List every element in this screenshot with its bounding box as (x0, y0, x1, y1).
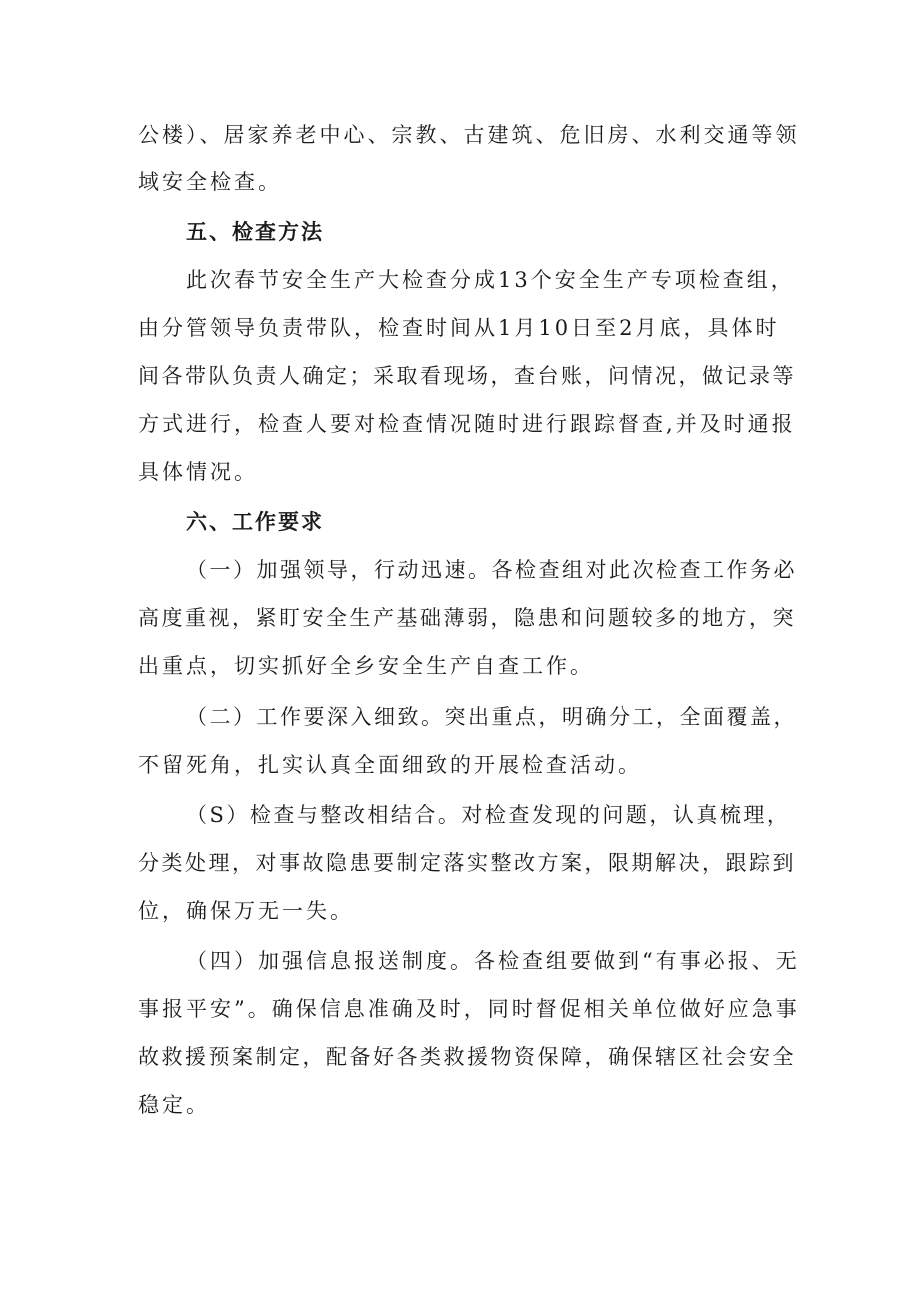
paragraph-line: （一）加强领导，行动迅速。各检查组对此次检查工作务必 (186, 558, 797, 582)
paragraph-line: （四）加强信息报送制度。各检查组要做到“有事必报、无 (186, 949, 800, 973)
section-heading-method: 五、检查方法 (186, 220, 324, 244)
paragraph-line: 公楼）、居家养老中心、宗教、古建筑、危旧房、水利交通等领 (138, 123, 800, 147)
paragraph-line: 方式进行，检查人要对检查情况随时进行跟踪督查,并及时通报 (138, 412, 796, 436)
section-heading-requirements: 六、工作要求 (186, 510, 324, 534)
paragraph-line: 域安全检查。 (138, 170, 282, 194)
paragraph-line: 事报平安”。确保信息准确及时，同时督促相关单位做好应急事 (138, 997, 800, 1021)
paragraph-line: 位，确保万无一失。 (138, 899, 354, 923)
paragraph-line: 稳定。 (138, 1093, 210, 1117)
paragraph-line: 此次春节安全生产大检查分成13个安全生产专项检查组， (186, 268, 795, 292)
paragraph-line: 具体情况。 (138, 460, 258, 484)
paragraph-line: 间各带队负责人确定；采取看现场，查台账，问情况，做记录等 (138, 364, 796, 388)
paragraph-line: 高度重视，紧盯安全生产基础薄弱，隐患和问题较多的地方，突 (138, 606, 796, 630)
paragraph-line: （S）检查与整改相结合。对检查发现的问题，认真梳理， (186, 803, 791, 827)
paragraph-line: 出重点，切实抓好全乡安全生产自查工作。 (138, 654, 594, 678)
paragraph-line: 故救援预案制定，配备好各类救援物资保障，确保辖区社会安全 (138, 1045, 796, 1069)
paragraph-line: （二）工作要深入细致。突出重点，明确分工，全面覆盖， (186, 705, 797, 729)
paragraph-line: 由分管领导负责带队，检查时间从1月10日至2月底，具体时 (138, 316, 780, 340)
paragraph-line: 分类处理，对事故隐患要制定落实整改方案，限期解决，跟踪到 (138, 851, 796, 875)
paragraph-line: 不留死角，扎实认真全面细致的开展检查活动。 (138, 753, 642, 777)
